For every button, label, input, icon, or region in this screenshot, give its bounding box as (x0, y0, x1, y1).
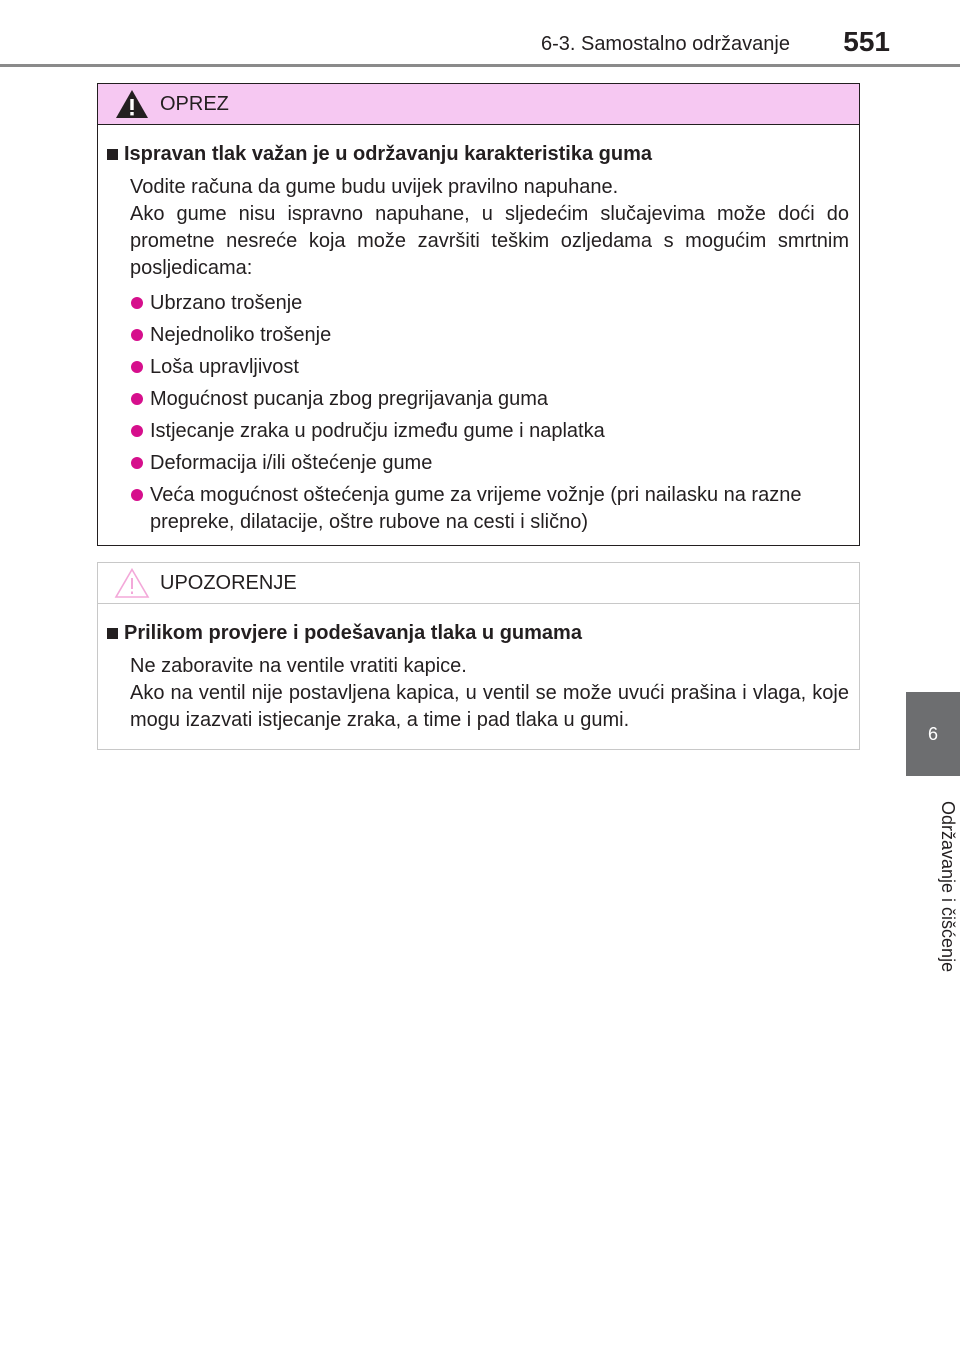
warning-paragraph-1: Ne zaboravite na ventile vratiti kapice. (130, 655, 467, 677)
list-item-text: Istjecanje zraka u području između gume i naplatka (150, 420, 605, 442)
list-item-text: Veća mogućnost oštećenja gume za vrijeme vožnje (pri nailasku na razne prepreke, dilatacije, oštre rubove na cesti i slično) (150, 484, 802, 533)
list-item (130, 418, 849, 445)
bullet-dot-icon (131, 361, 143, 373)
bullet-dot-icon (131, 489, 143, 501)
list-item-text: Mogućnost pucanja zbog pregrijavanja guma (150, 388, 549, 410)
warning-heading-text: Prilikom provjere i podešavanja tlaka u gumama (124, 622, 582, 644)
caution-paragraph-2: Ako gume nisu ispravno napuhane, u sljedećim slučajevima može doći do prometne nesreće koja može završiti teškim ozljedama s mogućim smrtnim posljedicama: (130, 203, 849, 279)
warning-outline-icon (114, 567, 150, 599)
list-item (130, 290, 849, 317)
page-number: 551 (843, 26, 890, 57)
chapter-tab[interactable]: 6 (906, 692, 960, 776)
caution-header (98, 84, 859, 125)
warning-paragraph (130, 653, 849, 734)
header-divider (0, 64, 960, 67)
warning-box (97, 562, 860, 750)
bullet-dot-icon (131, 457, 143, 469)
list-item (130, 482, 849, 536)
list-item (130, 322, 849, 349)
warning-paragraph-2: Ako na ventil nije postavljena kapica, u ventil se može uvući prašina i vlaga, koje mogu izazvati istjecanje zraka, a time i pad tlaka u gumi. (130, 682, 849, 731)
bullet-dot-icon (131, 329, 143, 341)
list-item-text: Deformacija i/ili oštećenje gume (150, 452, 433, 474)
list-item-text: Loša upravljivost (150, 356, 299, 378)
square-bullet-icon (107, 149, 118, 160)
square-bullet-icon (107, 628, 118, 639)
caution-paragraph (130, 174, 849, 282)
caution-box (97, 83, 860, 546)
warning-heading (105, 622, 849, 645)
warning-body (98, 604, 859, 734)
warning-label: UPOZORENJE (160, 571, 297, 594)
list-item (130, 354, 849, 381)
bullet-dot-icon (131, 297, 143, 309)
list-item-text: Ubrzano trošenje (150, 292, 303, 314)
bullet-dot-icon (131, 393, 143, 405)
caution-heading-text: Ispravan tlak važan je u održavanju karakteristika guma (124, 143, 653, 165)
caution-label: OPREZ (160, 92, 229, 115)
caution-paragraph-1: Vodite računa da gume budu uvijek pravilno napuhane. (130, 176, 619, 198)
caution-list (130, 290, 849, 536)
page-header (0, 0, 960, 66)
warning-header (98, 563, 859, 604)
list-item-text: Nejednoliko trošenje (150, 324, 332, 346)
caution-heading (105, 143, 849, 166)
section-title: 6-3. Samostalno održavanje (540, 33, 790, 55)
chapter-title: Održavanje i čišćenje (938, 801, 958, 973)
warning-triangle-icon (114, 88, 150, 120)
list-item (130, 386, 849, 413)
list-item (130, 450, 849, 477)
bullet-dot-icon (131, 425, 143, 437)
caution-body (98, 125, 859, 536)
